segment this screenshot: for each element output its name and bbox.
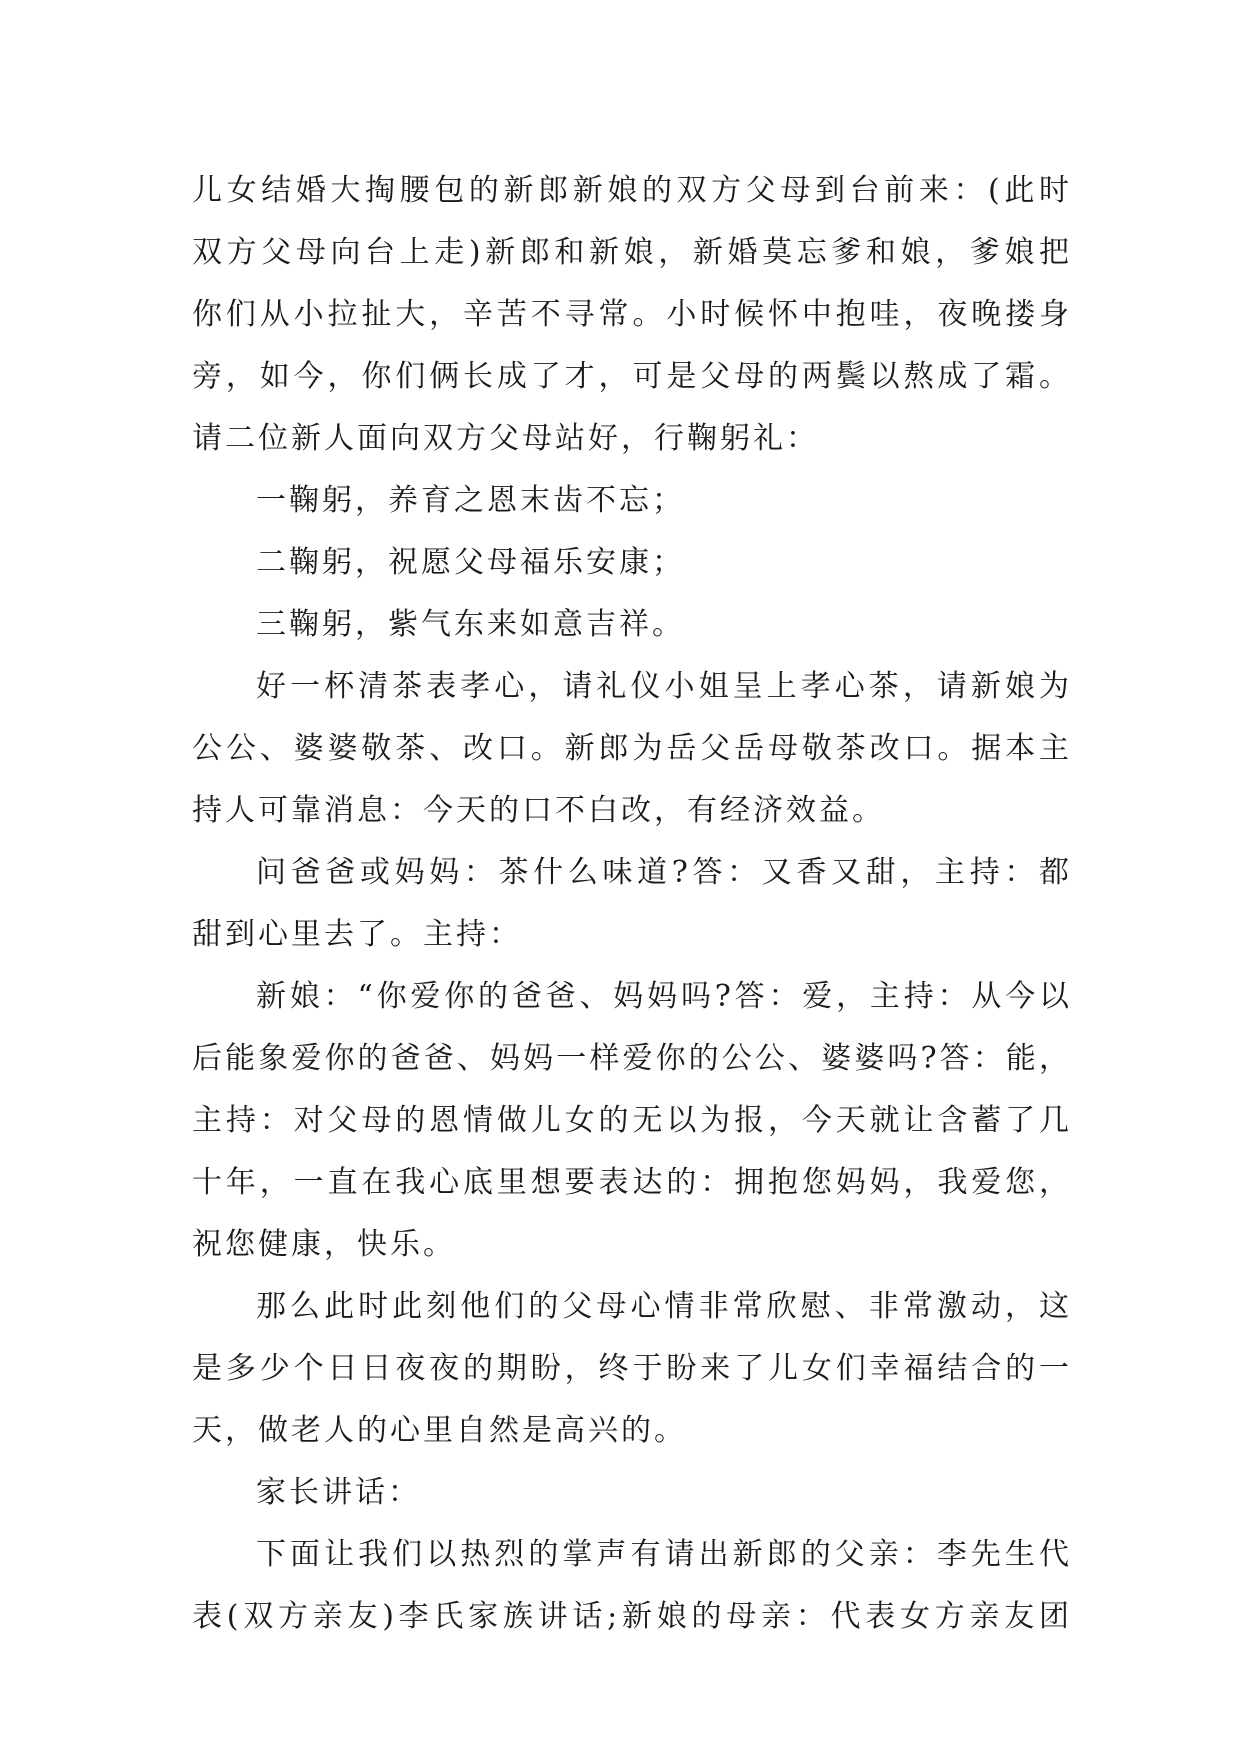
- text-line: 是多少个日日夜夜的期盼，终于盼来了儿女们幸福结合的一: [192, 1351, 1072, 1386]
- text-line: 三鞠躬，紫气东来如意吉祥。: [256, 607, 685, 642]
- paragraph-1: [192, 160, 1072, 470]
- text-line: 请二位新人面向双方父母站好，行鞠躬礼：: [192, 421, 819, 456]
- text-line: 天，做老人的心里自然是高兴的。: [192, 1413, 687, 1448]
- text-line: 家长讲话：: [256, 1475, 421, 1510]
- paragraph-3: [192, 532, 1072, 594]
- document-body: [192, 160, 1072, 1648]
- text-line: 一鞠躬，养育之恩末齿不忘；: [256, 483, 685, 518]
- paragraph-6: [192, 842, 1072, 966]
- text-line: 双方父母向台上走)新郎和新娘，新婚莫忘爹和娘，爹娘把: [192, 235, 1072, 270]
- text-line: 二鞠躬，祝愿父母福乐安康；: [256, 545, 685, 580]
- text-line: 儿女结婚大掏腰包的新郎新娘的双方父母到台前来：(此时: [192, 173, 1072, 208]
- paragraph-7: [192, 966, 1072, 1276]
- paragraph-8: [192, 1276, 1072, 1462]
- text-line: 下面让我们以热烈的掌声有请出新郎的父亲：李先生代: [256, 1537, 1072, 1572]
- text-line: 公公、婆婆敬茶、改口。新郎为岳父岳母敬茶改口。据本主: [192, 731, 1072, 766]
- text-line: 表(双方亲友)李氏家族讲话;新娘的母亲：代表女方亲友团: [192, 1599, 1072, 1634]
- text-line: 十年，一直在我心底里想要表达的：拥抱您妈妈，我爱您，: [192, 1165, 1072, 1200]
- text-line: 旁，如今，你们俩长成了才，可是父母的两鬓以熬成了霜。: [192, 359, 1072, 394]
- paragraph-2: [192, 470, 1072, 532]
- paragraph-10: [192, 1524, 1072, 1648]
- text-line: 祝您健康，快乐。: [192, 1227, 456, 1262]
- paragraph-5: [192, 656, 1072, 842]
- text-line: 甜到心里去了。主持：: [192, 917, 522, 952]
- paragraph-9: [192, 1462, 1072, 1524]
- paragraph-4: [192, 594, 1072, 656]
- text-line: 主持：对父母的恩情做儿女的无以为报，今天就让含蓄了几: [192, 1103, 1072, 1138]
- text-line: 持人可靠消息：今天的口不白改，有经济效益。: [192, 793, 885, 828]
- text-line: 新娘：“你爱你的爸爸、妈妈吗?答：爱，主持：从今以: [256, 979, 1072, 1014]
- text-line: 后能象爱你的爸爸、妈妈一样爱你的公公、婆婆吗?答：能，: [192, 1041, 1072, 1076]
- text-line: 那么此时此刻他们的父母心情非常欣慰、非常激动，这: [256, 1289, 1072, 1324]
- text-line: 好一杯清茶表孝心，请礼仪小姐呈上孝心茶，请新娘为: [256, 669, 1072, 704]
- text-line: 你们从小拉扯大，辛苦不寻常。小时候怀中抱哇，夜晚搂身: [192, 297, 1072, 332]
- text-line: 问爸爸或妈妈：茶什么味道?答：又香又甜，主持：都: [256, 855, 1072, 890]
